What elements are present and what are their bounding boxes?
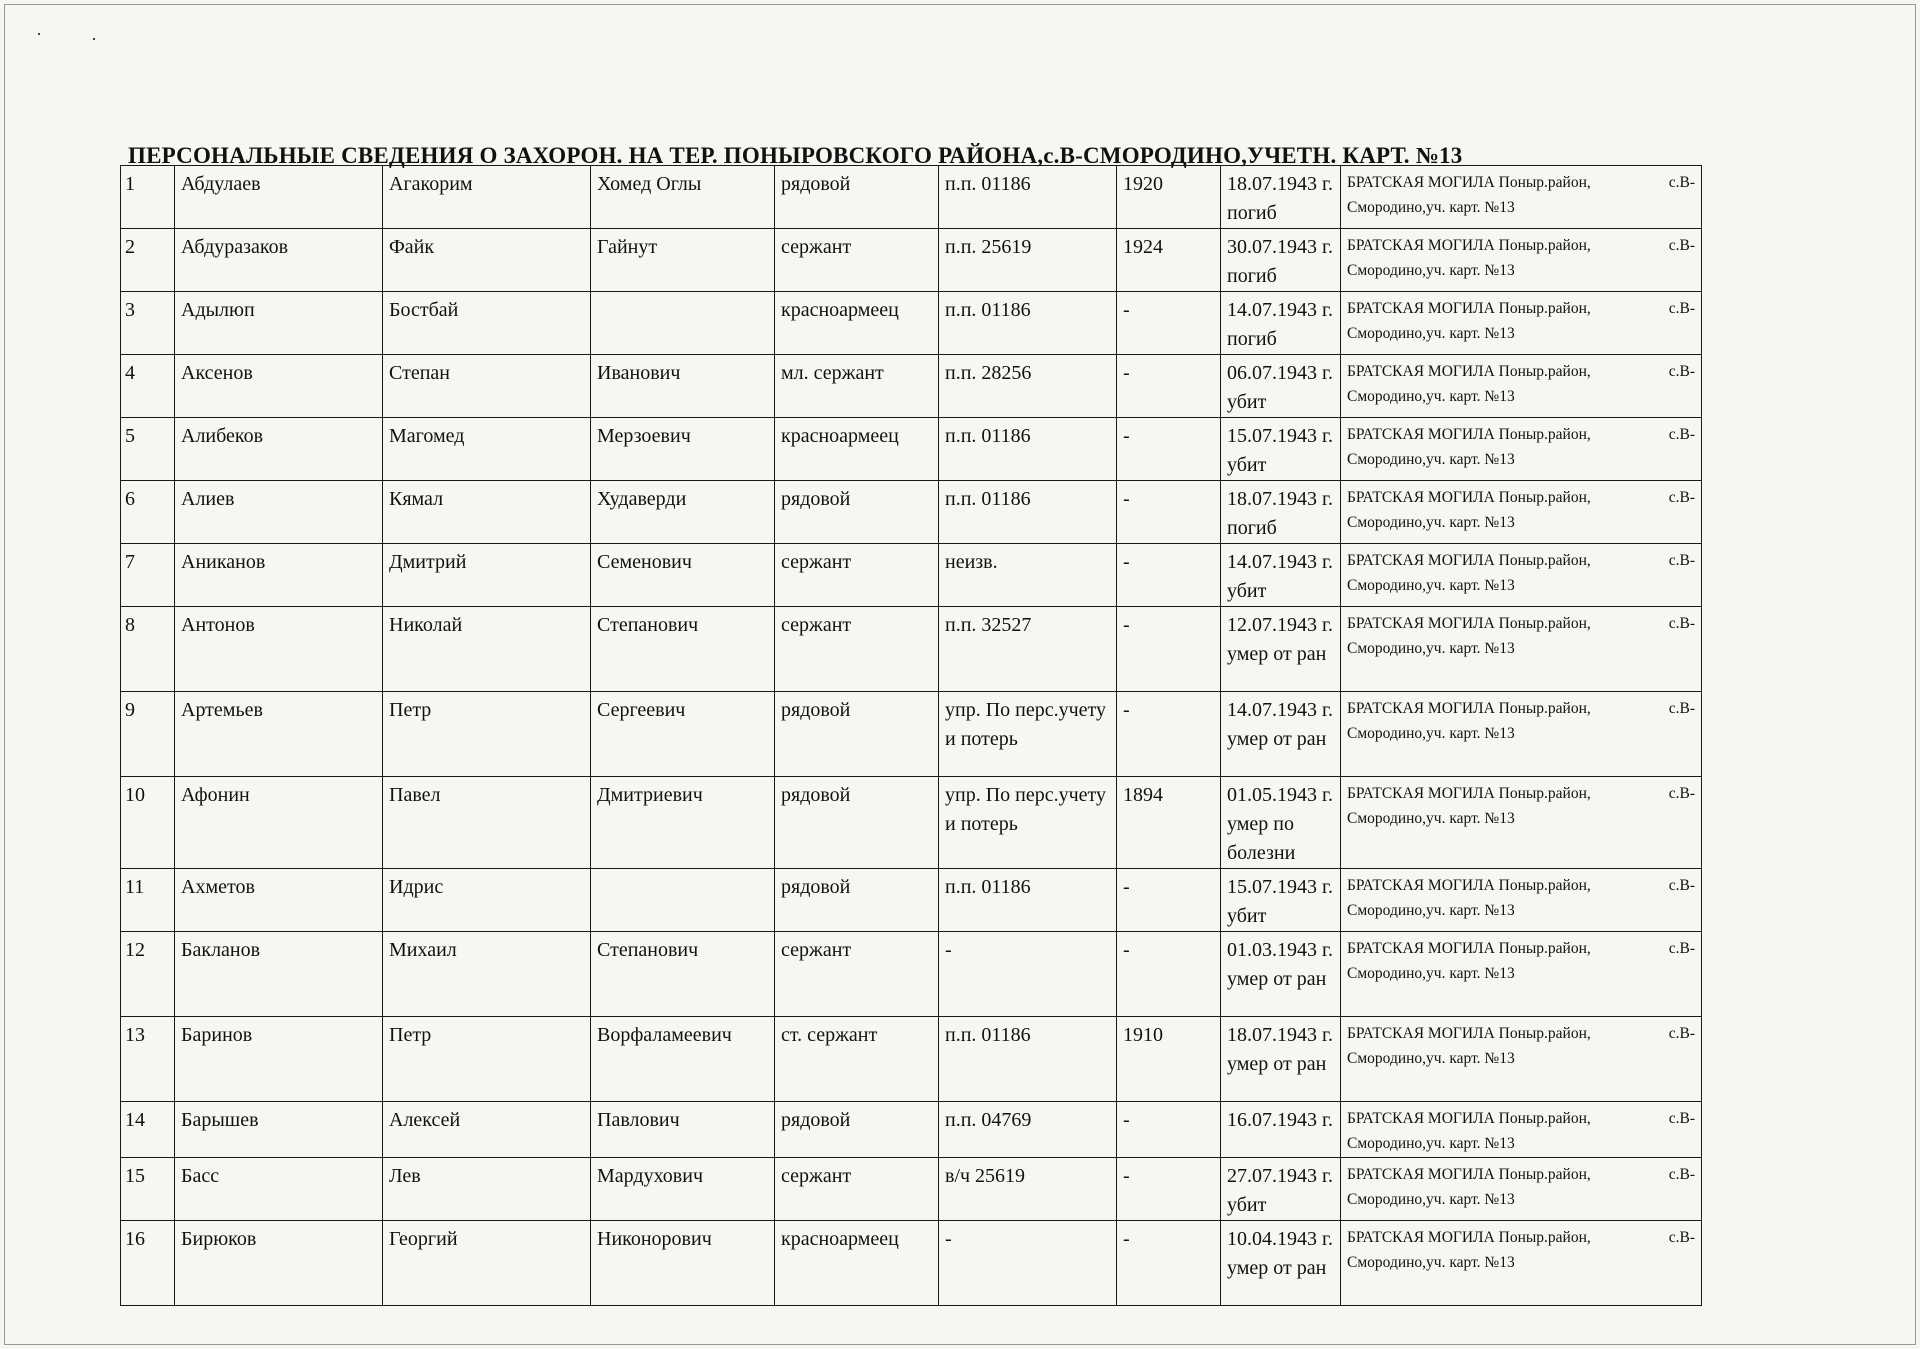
burial-place-card: Смородино,уч. карт. №13 <box>1347 577 1515 594</box>
birth-year-cell: - <box>1117 355 1221 418</box>
row-number: 12 <box>121 932 175 1017</box>
birth-year-cell: - <box>1117 1158 1221 1221</box>
burial-place-card: Смородино,уч. карт. №13 <box>1347 1050 1515 1067</box>
row-number: 15 <box>121 1158 175 1221</box>
birth-year-cell: - <box>1117 1102 1221 1158</box>
first-name-cell: Петр <box>383 1017 591 1102</box>
row-number: 1 <box>121 166 175 229</box>
first-name-cell: Магомед <box>383 418 591 481</box>
patronymic-cell: Никонорович <box>591 1221 775 1306</box>
surname-cell: Барышев <box>175 1102 383 1158</box>
surname-cell: Адылюп <box>175 292 383 355</box>
surname-cell: Басс <box>175 1158 383 1221</box>
burial-place-text: БРАТСКАЯ МОГИЛА Поныр.район, <box>1347 489 1591 506</box>
burial-place-text: БРАТСКАЯ МОГИЛА Поныр.район, <box>1347 363 1591 380</box>
patronymic-cell: Степанович <box>591 607 775 692</box>
birth-year-cell: - <box>1117 418 1221 481</box>
rank-cell: рядовой <box>775 481 939 544</box>
burial-place-text: БРАТСКАЯ МОГИЛА Поныр.район, <box>1347 1166 1591 1183</box>
burial-place-text: БРАТСКАЯ МОГИЛА Поныр.район, <box>1347 940 1591 957</box>
surname-cell: Бирюков <box>175 1221 383 1306</box>
patronymic-cell: Дмитриевич <box>591 777 775 869</box>
death-info-cell: 01.03.1943 г. умер от ран <box>1221 932 1341 1017</box>
burial-place-cell <box>1341 932 1702 1017</box>
table-row <box>121 481 1702 544</box>
burial-place-text: БРАТСКАЯ МОГИЛА Поныр.район, <box>1347 615 1591 632</box>
burial-place-cell <box>1341 166 1702 229</box>
table-row <box>121 166 1702 229</box>
rank-cell: красноармеец <box>775 292 939 355</box>
table-row <box>121 1102 1702 1158</box>
table-row <box>121 932 1702 1017</box>
rank-cell: красноармеец <box>775 418 939 481</box>
burial-place-card: Смородино,уч. карт. №13 <box>1347 388 1515 405</box>
surname-cell: Абдуразаков <box>175 229 383 292</box>
burial-village-prefix: с.В- <box>1668 237 1695 254</box>
unit-cell: п.п. 28256 <box>939 355 1117 418</box>
burial-village-prefix: с.В- <box>1668 426 1695 443</box>
table-row <box>121 692 1702 777</box>
burial-place-cell <box>1341 692 1702 777</box>
patronymic-cell: Мардухович <box>591 1158 775 1221</box>
row-number: 4 <box>121 355 175 418</box>
unit-cell: п.п. 25619 <box>939 229 1117 292</box>
rank-cell: рядовой <box>775 777 939 869</box>
rank-cell: сержант <box>775 1158 939 1221</box>
unit-cell: п.п. 01186 <box>939 292 1117 355</box>
burial-village-prefix: с.В- <box>1668 877 1695 894</box>
unit-cell: - <box>939 932 1117 1017</box>
patronymic-cell: Хомед Оглы <box>591 166 775 229</box>
rank-cell: сержант <box>775 932 939 1017</box>
burial-village-prefix: с.В- <box>1668 615 1695 632</box>
rank-cell: красноармеец <box>775 1221 939 1306</box>
unit-cell: п.п. 01186 <box>939 1017 1117 1102</box>
first-name-cell: Файк <box>383 229 591 292</box>
table-row <box>121 292 1702 355</box>
unit-cell: упр. По перс.учету и потерь <box>939 777 1117 869</box>
first-name-cell: Георгий <box>383 1221 591 1306</box>
burial-village-prefix: с.В- <box>1668 489 1695 506</box>
row-number: 6 <box>121 481 175 544</box>
table-row <box>121 777 1702 869</box>
death-info-cell: 10.04.1943 г. умер от ран <box>1221 1221 1341 1306</box>
death-info-cell: 18.07.1943 г. умер от ран <box>1221 1017 1341 1102</box>
burial-place-text: БРАТСКАЯ МОГИЛА Поныр.район, <box>1347 877 1591 894</box>
row-number: 2 <box>121 229 175 292</box>
birth-year-cell: 1894 <box>1117 777 1221 869</box>
birth-year-cell: - <box>1117 932 1221 1017</box>
row-number: 11 <box>121 869 175 932</box>
first-name-cell: Павел <box>383 777 591 869</box>
surname-cell: Алибеков <box>175 418 383 481</box>
burial-records-table <box>120 165 1702 1306</box>
row-number: 8 <box>121 607 175 692</box>
burial-village-prefix: с.В- <box>1668 940 1695 957</box>
surname-cell: Афонин <box>175 777 383 869</box>
burial-place-cell <box>1341 229 1702 292</box>
first-name-cell: Степан <box>383 355 591 418</box>
row-number: 3 <box>121 292 175 355</box>
death-info-cell: 14.07.1943 г. умер от ран <box>1221 692 1341 777</box>
burial-place-cell <box>1341 355 1702 418</box>
surname-cell: Баринов <box>175 1017 383 1102</box>
unit-cell: в/ч 25619 <box>939 1158 1117 1221</box>
row-number: 16 <box>121 1221 175 1306</box>
burial-place-card: Смородино,уч. карт. №13 <box>1347 262 1515 279</box>
patronymic-cell: Семенович <box>591 544 775 607</box>
burial-place-text: БРАТСКАЯ МОГИЛА Поныр.район, <box>1347 552 1591 569</box>
birth-year-cell: 1910 <box>1117 1017 1221 1102</box>
unit-cell: - <box>939 1221 1117 1306</box>
burial-place-text: БРАТСКАЯ МОГИЛА Поныр.район, <box>1347 785 1591 802</box>
surname-cell: Артемьев <box>175 692 383 777</box>
burial-village-prefix: с.В- <box>1668 1229 1695 1246</box>
row-number: 13 <box>121 1017 175 1102</box>
birth-year-cell: - <box>1117 544 1221 607</box>
death-info-cell: 16.07.1943 г. <box>1221 1102 1341 1158</box>
burial-place-card: Смородино,уч. карт. №13 <box>1347 199 1515 216</box>
table-body <box>121 166 1702 1306</box>
burial-place-cell <box>1341 777 1702 869</box>
table-row <box>121 355 1702 418</box>
birth-year-cell: - <box>1117 481 1221 544</box>
table-row <box>121 544 1702 607</box>
surname-cell: Бакланов <box>175 932 383 1017</box>
rank-cell: мл. сержант <box>775 355 939 418</box>
row-number: 7 <box>121 544 175 607</box>
burial-place-card: Смородино,уч. карт. №13 <box>1347 1135 1515 1152</box>
burial-place-text: БРАТСКАЯ МОГИЛА Поныр.район, <box>1347 174 1591 191</box>
rank-cell: рядовой <box>775 1102 939 1158</box>
death-info-cell: 18.07.1943 г. погиб <box>1221 481 1341 544</box>
first-name-cell: Алексей <box>383 1102 591 1158</box>
row-number: 14 <box>121 1102 175 1158</box>
birth-year-cell: 1920 <box>1117 166 1221 229</box>
rank-cell: ст. сержант <box>775 1017 939 1102</box>
burial-place-card: Смородино,уч. карт. №13 <box>1347 514 1515 531</box>
first-name-cell: Агакорим <box>383 166 591 229</box>
burial-place-card: Смородино,уч. карт. №13 <box>1347 325 1515 342</box>
death-info-cell: 18.07.1943 г. погиб <box>1221 166 1341 229</box>
burial-place-card: Смородино,уч. карт. №13 <box>1347 640 1515 657</box>
burial-place-card: Смородино,уч. карт. №13 <box>1347 1254 1515 1271</box>
death-info-cell: 27.07.1943 г. убит <box>1221 1158 1341 1221</box>
table-row <box>121 1158 1702 1221</box>
first-name-cell: Бостбай <box>383 292 591 355</box>
patronymic-cell: Гайнут <box>591 229 775 292</box>
burial-place-cell <box>1341 292 1702 355</box>
table-row <box>121 607 1702 692</box>
patronymic-cell <box>591 292 775 355</box>
row-number: 10 <box>121 777 175 869</box>
burial-place-card: Смородино,уч. карт. №13 <box>1347 965 1515 982</box>
birth-year-cell: - <box>1117 869 1221 932</box>
burial-village-prefix: с.В- <box>1668 785 1695 802</box>
table-row <box>121 1017 1702 1102</box>
surname-cell: Абдулаев <box>175 166 383 229</box>
patronymic-cell: Мерзоевич <box>591 418 775 481</box>
table-row <box>121 418 1702 481</box>
row-number: 9 <box>121 692 175 777</box>
death-info-cell: 12.07.1943 г. умер от ран <box>1221 607 1341 692</box>
first-name-cell: Идрис <box>383 869 591 932</box>
death-info-cell: 30.07.1943 г. погиб <box>1221 229 1341 292</box>
unit-cell: п.п. 32527 <box>939 607 1117 692</box>
burial-village-prefix: с.В- <box>1668 300 1695 317</box>
burial-place-text: БРАТСКАЯ МОГИЛА Поныр.район, <box>1347 1229 1591 1246</box>
surname-cell: Ахметов <box>175 869 383 932</box>
patronymic-cell: Иванович <box>591 355 775 418</box>
surname-cell: Аниканов <box>175 544 383 607</box>
patronymic-cell: Павлович <box>591 1102 775 1158</box>
burial-place-card: Смородино,уч. карт. №13 <box>1347 451 1515 468</box>
burial-place-text: БРАТСКАЯ МОГИЛА Поныр.район, <box>1347 300 1591 317</box>
birth-year-cell: - <box>1117 692 1221 777</box>
birth-year-cell: - <box>1117 292 1221 355</box>
burial-place-cell <box>1341 544 1702 607</box>
burial-place-cell <box>1341 607 1702 692</box>
surname-cell: Антонов <box>175 607 383 692</box>
burial-place-cell <box>1341 1221 1702 1306</box>
patronymic-cell: Ворфаламеевич <box>591 1017 775 1102</box>
surname-cell: Алиев <box>175 481 383 544</box>
patronymic-cell: Сергеевич <box>591 692 775 777</box>
patronymic-cell: Худаверди <box>591 481 775 544</box>
birth-year-cell: 1924 <box>1117 229 1221 292</box>
unit-cell: п.п. 01186 <box>939 481 1117 544</box>
burial-place-cell <box>1341 481 1702 544</box>
death-info-cell: 06.07.1943 г. убит <box>1221 355 1341 418</box>
unit-cell: п.п. 01186 <box>939 869 1117 932</box>
unit-cell: упр. По перс.учету и потерь <box>939 692 1117 777</box>
burial-place-text: БРАТСКАЯ МОГИЛА Поныр.район, <box>1347 700 1591 717</box>
row-number: 5 <box>121 418 175 481</box>
burial-village-prefix: с.В- <box>1668 1166 1695 1183</box>
birth-year-cell: - <box>1117 607 1221 692</box>
burial-village-prefix: с.В- <box>1668 1110 1695 1127</box>
unit-cell: неизв. <box>939 544 1117 607</box>
burial-place-text: БРАТСКАЯ МОГИЛА Поныр.район, <box>1347 1025 1591 1042</box>
patronymic-cell: Степанович <box>591 932 775 1017</box>
birth-year-cell: - <box>1117 1221 1221 1306</box>
rank-cell: рядовой <box>775 692 939 777</box>
first-name-cell: Дмитрий <box>383 544 591 607</box>
burial-place-cell <box>1341 1158 1702 1221</box>
burial-place-cell <box>1341 418 1702 481</box>
first-name-cell: Николай <box>383 607 591 692</box>
table-row <box>121 869 1702 932</box>
patronymic-cell <box>591 869 775 932</box>
unit-cell: п.п. 01186 <box>939 418 1117 481</box>
burial-place-card: Смородино,уч. карт. №13 <box>1347 725 1515 742</box>
burial-place-card: Смородино,уч. карт. №13 <box>1347 1191 1515 1208</box>
rank-cell: рядовой <box>775 869 939 932</box>
death-info-cell: 15.07.1943 г. убит <box>1221 869 1341 932</box>
burial-village-prefix: с.В- <box>1668 552 1695 569</box>
death-info-cell: 01.05.1943 г. умер по болезни <box>1221 777 1341 869</box>
death-info-cell: 14.07.1943 г. погиб <box>1221 292 1341 355</box>
rank-cell: сержант <box>775 229 939 292</box>
burial-village-prefix: с.В- <box>1668 700 1695 717</box>
rank-cell: сержант <box>775 607 939 692</box>
surname-cell: Аксенов <box>175 355 383 418</box>
table-row <box>121 229 1702 292</box>
death-info-cell: 14.07.1943 г. убит <box>1221 544 1341 607</box>
burial-place-cell <box>1341 869 1702 932</box>
burial-place-text: БРАТСКАЯ МОГИЛА Поныр.район, <box>1347 426 1591 443</box>
burial-village-prefix: с.В- <box>1668 363 1695 380</box>
burial-place-card: Смородино,уч. карт. №13 <box>1347 902 1515 919</box>
burial-place-cell <box>1341 1017 1702 1102</box>
burial-village-prefix: с.В- <box>1668 1025 1695 1042</box>
death-info-cell: 15.07.1943 г. убит <box>1221 418 1341 481</box>
rank-cell: рядовой <box>775 166 939 229</box>
first-name-cell: Лев <box>383 1158 591 1221</box>
burial-village-prefix: с.В- <box>1668 174 1695 191</box>
rank-cell: сержант <box>775 544 939 607</box>
burial-place-cell <box>1341 1102 1702 1158</box>
document-title: ПЕРСОНАЛЬНЫЕ СВЕДЕНИЯ О ЗАХОРОН. НА ТЕР. ПОНЫРОВСКОГО РАЙОНА,с.В-СМОРОДИНО,УЧЕТН. КАРТ. №13 <box>128 143 1463 168</box>
first-name-cell: Михаил <box>383 932 591 1017</box>
unit-cell: п.п. 04769 <box>939 1102 1117 1158</box>
table-row <box>121 1221 1702 1306</box>
first-name-cell: Петр <box>383 692 591 777</box>
burial-place-text: БРАТСКАЯ МОГИЛА Поныр.район, <box>1347 237 1591 254</box>
burial-place-card: Смородино,уч. карт. №13 <box>1347 810 1515 827</box>
burial-place-text: БРАТСКАЯ МОГИЛА Поныр.район, <box>1347 1110 1591 1127</box>
first-name-cell: Кямал <box>383 481 591 544</box>
unit-cell: п.п. 01186 <box>939 166 1117 229</box>
